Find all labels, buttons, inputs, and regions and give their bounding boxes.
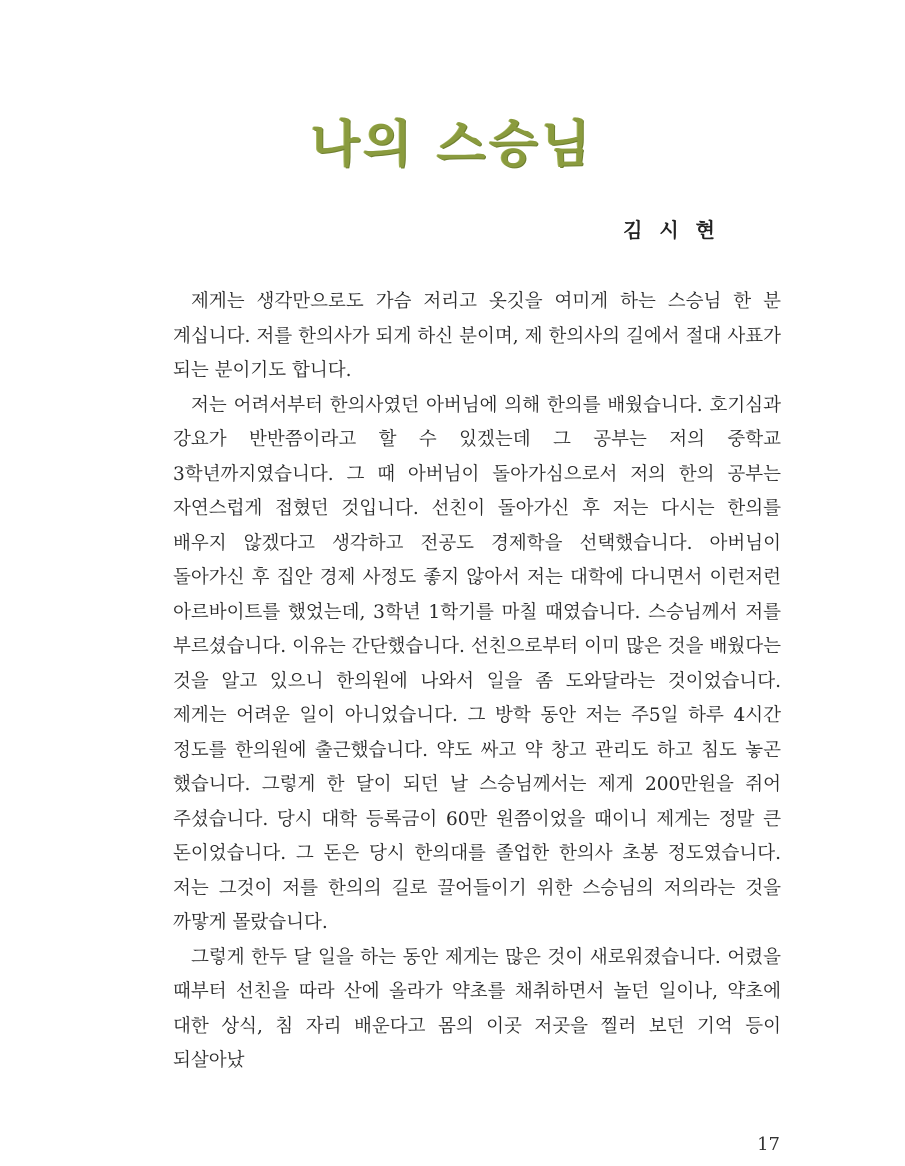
paragraph-1: 제게는 생각만으로도 가슴 저리고 옷깃을 여미게 하는 스승님 한 분 계십니다. 저를 한의사가 되게 하신 분이며, 제 한의사의 길에서 절대 사표가 되는 분이기도 합니다. (173, 291, 781, 381)
author-name: 김 시 현 (623, 218, 720, 242)
essay-body (173, 285, 781, 1079)
paragraph-3: 그렇게 한두 달 일을 하는 동안 제게는 많은 것이 새로워졌습니다. 어렸을 때부터 선친을 따라 산에 올라가 약초를 채취하면서 놀던 일이나, 약초에 대한 상식, 침 자리 배운다고 몸의 이곳 저곳을 찔러 보던 기억 등이 되살아났 (173, 946, 781, 1071)
essay-title: 나의 스승님 (311, 115, 594, 173)
page-number: 17 (757, 1134, 780, 1155)
paragraph-2: 저는 어려서부터 한의사였던 아버님에 의해 한의를 배웠습니다. 호기심과 강요가 반반쯤이라고 할 수 있겠는데 그 공부는 저의 중학교 3학년까지였습니다. 그 때 아버님이 돌아가심으로서 저의 한의 공부는 자연스럽게 접혔던 것입니다. 선친이 돌아가신 후 저는 다시는 한의를 배우지 않겠다고 생각하고 전공도 경제학을 선택했습니다. 아버님이 돌아가신 후 집안 경제 사정도 좋지 않아서 저는 대학에 다니면서 이런저런 아르바이트를 했었는데, 3학년 1학기를 마칠 때였습니다. 스승님께서 저를 부르셨습니다. 이유는 간단했습니다. 선친으로부터 이미 많은 것을 배웠다는 것을 알고 있으니 한의원에 나와서 일을 좀 도와달라는 것이었습니다. 제게는 어려운 일이 아니었습니다. 그 방학 동안 저는 주5일 하루 4시간 정도를 한의원에 출근했습니다. 약도 싸고 약 창고 관리도 하고 침도 놓곤 했습니다. 그렇게 한 달이 되던 날 스승님께서는 제게 200만원을 쥐어 주셨습니다. 당시 대학 등록금이 60만 원쯤이었을 때이니 제게는 정말 큰 돈이었습니다. 그 돈은 당시 한의대를 졸업한 한의사 초봉 정도였습니다. 저는 그것이 저를 한의의 길로 끌어들이기 위한 스승님의 저의라는 것을 까맣게 몰랐습니다. (173, 394, 781, 933)
